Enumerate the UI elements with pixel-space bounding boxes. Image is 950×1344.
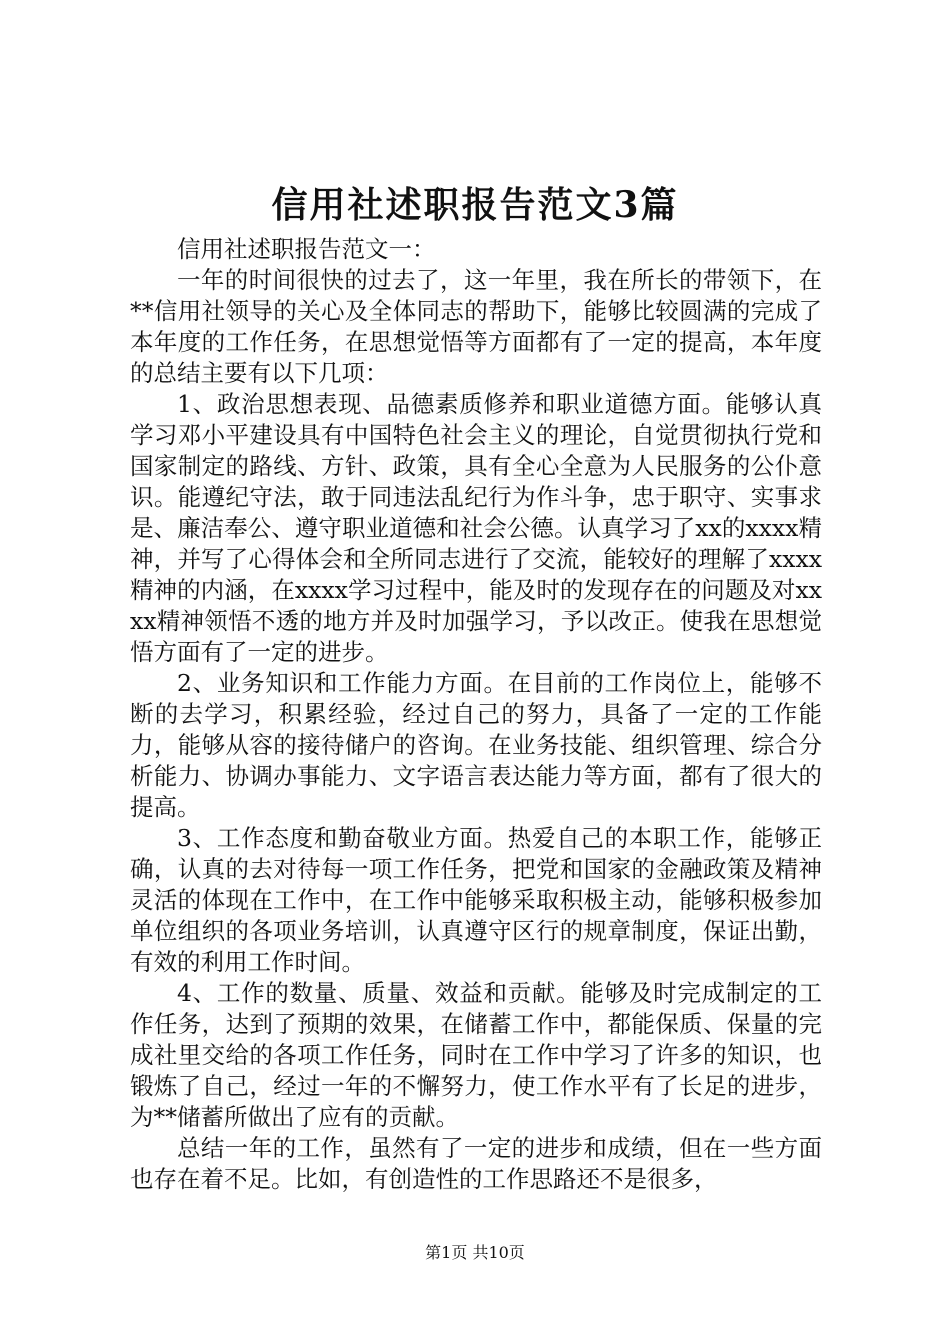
page-number-footer: 第1页 共10页 — [425, 1243, 525, 1262]
document-body — [130, 234, 822, 1195]
paragraph-item-4: 4、工作的数量、质量、效益和贡献。能够及时完成制定的工作任务，达到了预期的效果，在储蓄工作中，都能保质、保量的完成社里交给的各项工作任务，同时在工作中学习了许多的知识，也锻炼了自己，经过一年的不懈努力，使工作水平有了长足的进步，为**储蓄所做出了应有的贡献。 — [130, 979, 822, 1131]
document-title: 信用社述职报告范文3篇 — [271, 184, 679, 226]
paragraph-intro-heading: 信用社述职报告范文一： — [177, 235, 436, 263]
paragraph-summary: 总结一年的工作，虽然有了一定的进步和成绩，但在一些方面也存在着不足。比如，有创造性的工作思路还不是很多， — [130, 1134, 822, 1193]
paragraph-item-1: 1、政治思想表现、品德素质修养和职业道德方面。能够认真学习邓小平建设具有中国特色社会主义的理论，自觉贯彻执行党和国家制定的路线、方针、政策，具有全心全意为人民服务的公仆意识。能遵纪守法，敢于同违法乱纪行为作斗争，忠于职守、实事求是、廉洁奉公、遵守职业道德和社会公德。认真学习了xx的xxxx精神，并写了心得体会和全所同志进行了交流，能较好的理解了xxxx精神的内涵，在xxxx学习过程中，能及时的发现存在的问题及对xxxx精神领悟不透的地方并及时加强学习，予以改正。使我在思想觉悟方面有了一定的进步。 — [130, 390, 822, 666]
paragraph-opening: 一年的时间很快的过去了，这一年里，我在所长的带领下，在**信用社领导的关心及全体同志的帮助下，能够比较圆满的完成了本年度的工作任务，在思想觉悟等方面都有了一定的提高，本年度的总结主要有以下几项： — [130, 266, 822, 387]
paragraph-item-3: 3、工作态度和勤奋敬业方面。热爱自己的本职工作，能够正确，认真的去对待每一项工作任务，把党和国家的金融政策及精神灵活的体现在工作中，在工作中能够采取积极主动，能够积极参加单位组织的各项业务培训，认真遵守区行的规章制度，保证出勤，有效的利用工作时间。 — [130, 824, 822, 976]
paragraph-item-2: 2、业务知识和工作能力方面。在目前的工作岗位上，能够不断的去学习，积累经验，经过自己的努力，具备了一定的工作能力，能够从容的接待储户的咨询。在业务技能、组织管理、综合分析能力、协调办事能力、文字语言表达能力等方面，都有了很大的提高。 — [130, 669, 822, 821]
